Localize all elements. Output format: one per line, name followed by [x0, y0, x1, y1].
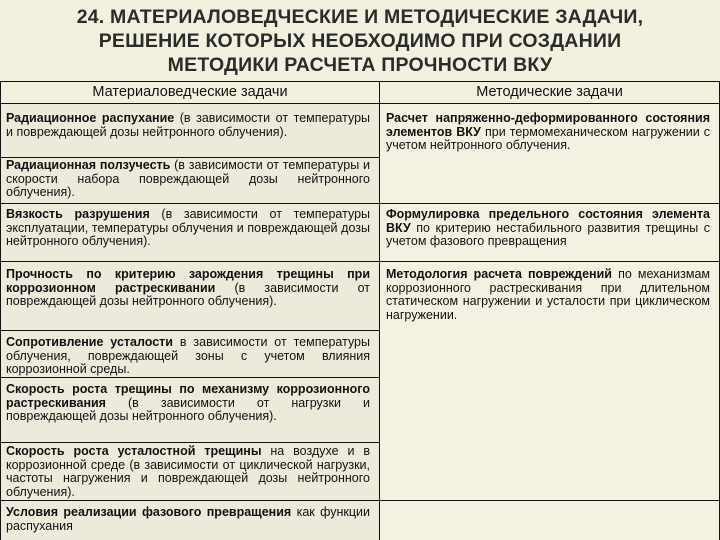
- material-task: Радиационное распухание (в зависимости от температуры и повреждающей дозы нейтронного облучения).: [6, 111, 370, 139]
- material-task: Прочность по критерию зарождения трещины при коррозионном растрескивании (в зависимости от повреждающей дозы нейтронного облучения).: [6, 267, 370, 309]
- row-divider: [0, 261, 720, 262]
- title-line-3: МЕТОДИКИ РАСЧЕТА ПРОЧНОСТИ ВКУ: [167, 54, 553, 76]
- row-divider: [0, 203, 720, 204]
- row-divider: [0, 377, 379, 378]
- row-divider: [0, 442, 379, 443]
- material-task: Скорость роста усталостной трещины на воздухе и в коррозионной среде (в зависимости от циклической нагрузки, частоты нагружения и повреждающей дозы нейтронного облучения).: [6, 444, 370, 499]
- method-task: Методология расчета повреждений по механизмам коррозионного растрескивания при длительном статическом нагружении и усталости при циклическом нагружении.: [386, 267, 710, 322]
- method-task: Формулировка предельного состояния элемента ВКУ по критерию нестабильного развития трещины с учетом фазового превращения: [386, 207, 710, 249]
- material-task: Скорость роста трещины по механизму коррозионного растрескивания (в зависимости от нагрузки и повреждающей дозы нейтронного облучения).: [6, 382, 370, 424]
- material-task: Вязкость разрушения (в зависимости от температуры эксплуатации, температуры облучения и повреждающей дозы нейтронного облучения).: [6, 207, 370, 249]
- header-bottom-border: [0, 103, 720, 104]
- method-task: Расчет напряженно-деформированного состояния элементов ВКУ при термомеханическом нагружении с учетом нейтронного облучения.: [386, 111, 710, 153]
- header-materials: Материаловедческие задачи: [92, 84, 288, 100]
- table-left-border: [0, 81, 1, 540]
- material-task: Радиационная ползучесть (в зависимости от температуры и скорости набора повреждающей дозы нейтронного облучения).: [6, 158, 370, 200]
- row-divider: [0, 500, 720, 501]
- header-methods: Методические задачи: [476, 84, 623, 100]
- title-line-1: 24. МАТЕРИАЛОВЕДЧЕСКИЕ И МЕТОДИЧЕСКИЕ ЗАДАЧИ,: [76, 6, 644, 28]
- column-divider: [379, 81, 380, 540]
- slide-title: [0, 0, 720, 80]
- row-divider: [0, 330, 379, 331]
- material-task: Сопротивление усталости в зависимости от температуры облучения, повреждающей зоны с учетом влияния коррозионной среды.: [6, 335, 370, 377]
- title-line-2: РЕШЕНИЕ КОТОРЫХ НЕОБХОДИМО ПРИ СОЗДАНИИ: [98, 30, 622, 52]
- material-task: Условия реализации фазового превращения как функции распухания: [6, 505, 371, 533]
